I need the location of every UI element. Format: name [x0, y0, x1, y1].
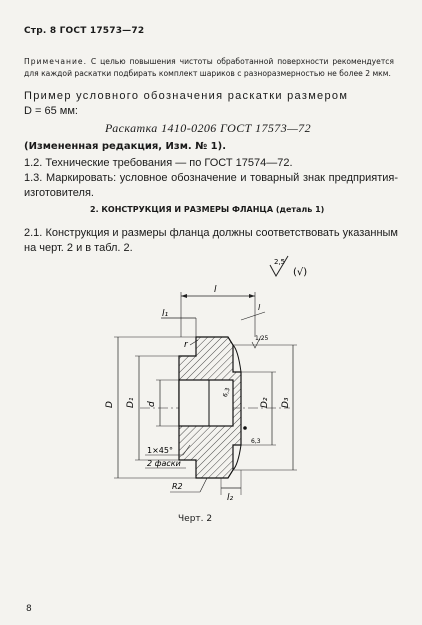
revision-note: (Измененная редакция, Изм. № 1).	[24, 141, 227, 152]
example-designation: Раскатка 1410-0206 ГОСТ 17573—72	[105, 121, 311, 135]
example-line-1: Пример условного обозначения раскатки размером	[24, 90, 349, 102]
page-header: Стр. 8 ГОСТ 17573—72	[24, 26, 145, 36]
chamfer-size: 1×45°	[147, 446, 173, 455]
paragraph-1-2: 1.2. Технические требования — по ГОСТ 17574—72.	[24, 157, 293, 169]
dim-D3: D₃	[281, 397, 291, 408]
dim-D2: D₂	[260, 397, 270, 408]
dim-D1: D₁	[126, 397, 136, 408]
dim-R2: R2	[172, 482, 183, 491]
roughness-125: 1,25	[255, 335, 269, 342]
section-heading: 2. КОНСТРУКЦИЯ И РАЗМЕРЫ ФЛАНЦА (деталь 1)	[90, 205, 325, 214]
dim-D: D	[105, 401, 115, 408]
flange-section	[179, 337, 247, 478]
dim-d: d	[147, 401, 157, 407]
roughness-63-a: 6,3	[221, 386, 232, 399]
paragraph-1-3: 1.3. Маркировать: условное обозначение и товарный знак предприятия-изготовителя.	[24, 172, 398, 199]
roughness-value-top: 2,5	[274, 258, 286, 266]
chamfer-note: 2 фаски	[147, 459, 181, 468]
example-line-2: D = 65 мм:	[24, 105, 78, 117]
dim-l-small: l	[258, 303, 261, 312]
note-text: С целью повышения чистоты обработанной поверхности рекомендуется для каждой раскатки подбирать комплект шариков с разноразмерностью не более 2 мкм.	[24, 57, 394, 78]
dim-l1: l₁	[162, 309, 169, 319]
figure-caption: Черт. 2	[178, 514, 213, 524]
dim-l: l	[214, 285, 217, 295]
dim-l2: l₂	[227, 493, 234, 503]
roughness-bracket: (√)	[293, 267, 308, 278]
roughness-63-b: 6,3	[251, 438, 261, 445]
paragraph-2-1: 2.1. Конструкция и размеры фланца должны соответствовать указанным на черт. 2 и в табл. 2.	[24, 227, 398, 254]
note-label: Примечание.	[24, 57, 87, 66]
dim-r: r	[184, 340, 188, 350]
page-number: 8	[26, 604, 32, 614]
